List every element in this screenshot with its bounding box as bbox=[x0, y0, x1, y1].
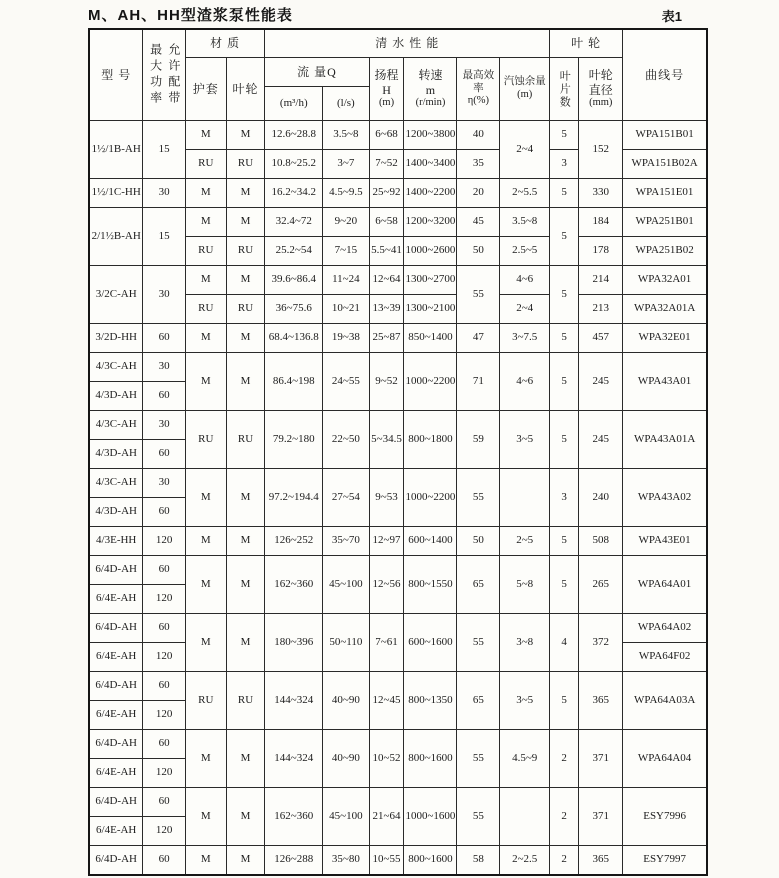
table-cell: 60 bbox=[143, 730, 186, 759]
title-bar bbox=[88, 4, 708, 25]
table-cell: RU bbox=[226, 150, 265, 179]
header-line: η(%) bbox=[467, 95, 489, 107]
table-cell: 55 bbox=[457, 469, 500, 527]
table-number-label: 表1 bbox=[661, 9, 682, 24]
table-cell: 27~54 bbox=[323, 469, 369, 527]
table-cell: 265 bbox=[579, 556, 623, 614]
table-cell: 371 bbox=[579, 730, 623, 788]
table-cell: 4/3D-AH bbox=[89, 440, 143, 469]
table-cell: RU bbox=[226, 237, 265, 266]
table-row bbox=[89, 208, 707, 237]
table-cell: 162~360 bbox=[265, 556, 323, 614]
table-cell: 330 bbox=[579, 179, 623, 208]
table-row bbox=[89, 614, 707, 643]
table-cell: 6/4E-AH bbox=[89, 817, 143, 846]
table-cell: M bbox=[185, 179, 226, 208]
table-cell: 5 bbox=[550, 411, 579, 469]
table-cell: M bbox=[226, 324, 265, 353]
col-header-npsh bbox=[500, 58, 550, 121]
table-cell: 3/2D-HH bbox=[89, 324, 143, 353]
table-cell: 4 bbox=[550, 614, 579, 672]
table-cell: 365 bbox=[579, 846, 623, 875]
table-row bbox=[89, 469, 707, 498]
table-cell: WPA43E01 bbox=[623, 527, 707, 556]
table-cell: 25~87 bbox=[369, 324, 404, 353]
table-cell: 30 bbox=[143, 353, 186, 382]
table-cell: 800~1550 bbox=[404, 556, 457, 614]
header-line: 直径 bbox=[588, 82, 613, 97]
table-cell: 3.5~8 bbox=[500, 208, 550, 237]
table-row bbox=[89, 411, 707, 440]
table-cell: 4.5~9.5 bbox=[323, 179, 369, 208]
table-cell: 5 bbox=[550, 556, 579, 614]
table-cell: 35 bbox=[457, 150, 500, 179]
table-cell: 6/4D-AH bbox=[89, 730, 143, 759]
table-cell: RU bbox=[185, 237, 226, 266]
table-cell: 60 bbox=[143, 788, 186, 817]
table-cell: 1400~3400 bbox=[404, 150, 457, 179]
table-cell: 850~1400 bbox=[404, 324, 457, 353]
table-cell: 1300~2700 bbox=[404, 266, 457, 295]
col-header-sleeve: 护套 bbox=[185, 58, 226, 121]
page-title: M、AH、HH型渣浆泵性能表 bbox=[88, 7, 293, 24]
table-cell: 60 bbox=[143, 382, 186, 411]
header-line: 汽蚀余量 bbox=[503, 76, 546, 88]
table-cell: 50~110 bbox=[323, 614, 369, 672]
table-cell: 2~5.5 bbox=[500, 179, 550, 208]
table-cell: 4/3C-AH bbox=[89, 353, 143, 382]
col-header-flow-m3h: (m³/h) bbox=[265, 87, 323, 121]
table-cell: WPA64A04 bbox=[623, 730, 707, 788]
table-cell: 4~6 bbox=[500, 353, 550, 411]
col-header-head bbox=[369, 58, 404, 121]
table-cell: 65 bbox=[457, 672, 500, 730]
table-cell: M bbox=[185, 556, 226, 614]
table-header bbox=[89, 29, 707, 121]
table-cell: 35~80 bbox=[323, 846, 369, 875]
table-cell: 55 bbox=[457, 788, 500, 846]
table-cell: 55 bbox=[457, 730, 500, 788]
table-cell: 2~5 bbox=[500, 527, 550, 556]
table-cell: 600~1600 bbox=[404, 614, 457, 672]
table-cell: 40 bbox=[457, 121, 500, 150]
table-cell: 60 bbox=[143, 556, 186, 585]
table-cell: 45~100 bbox=[323, 556, 369, 614]
table-cell: 60 bbox=[143, 440, 186, 469]
table-cell: 371 bbox=[579, 788, 623, 846]
table-cell: 6/4E-AH bbox=[89, 585, 143, 614]
blade-count-text: 叶片数 bbox=[558, 69, 571, 109]
table-cell: 4~6 bbox=[500, 266, 550, 295]
max-power-vertical-text bbox=[144, 43, 184, 107]
table-cell: WPA64F02 bbox=[623, 643, 707, 672]
table-cell: M bbox=[185, 324, 226, 353]
table-cell bbox=[500, 469, 550, 527]
table-cell: 5 bbox=[550, 527, 579, 556]
table-cell: 2 bbox=[550, 846, 579, 875]
table-cell: WPA251B02 bbox=[623, 237, 707, 266]
table-cell: 21~64 bbox=[369, 788, 404, 846]
table-cell: WPA32E01 bbox=[623, 324, 707, 353]
table-cell: 180~396 bbox=[265, 614, 323, 672]
table-cell: 12~56 bbox=[369, 556, 404, 614]
table-cell: M bbox=[226, 614, 265, 672]
table-body bbox=[89, 121, 707, 875]
table-cell: WPA251B01 bbox=[623, 208, 707, 237]
table-cell: 12~97 bbox=[369, 527, 404, 556]
max-power-line-right: 允许配带 bbox=[166, 43, 181, 107]
table-cell: 65 bbox=[457, 556, 500, 614]
table-cell: 10~52 bbox=[369, 730, 404, 788]
table-cell: 120 bbox=[143, 643, 186, 672]
table-cell: 10~21 bbox=[323, 295, 369, 324]
table-cell: 13~39 bbox=[369, 295, 404, 324]
blade-count-vertical-text bbox=[551, 70, 577, 109]
table-cell: 97.2~194.4 bbox=[265, 469, 323, 527]
header-row-groups bbox=[89, 29, 707, 58]
table-cell: WPA64A01 bbox=[623, 556, 707, 614]
table-cell: 508 bbox=[579, 527, 623, 556]
table-cell: 60 bbox=[143, 614, 186, 643]
table-cell: 1½/1C-HH bbox=[89, 179, 143, 208]
table-cell: WPA43A01A bbox=[623, 411, 707, 469]
table-cell: 2~2.5 bbox=[500, 846, 550, 875]
table-cell: 60 bbox=[143, 498, 186, 527]
table-cell: 800~1800 bbox=[404, 411, 457, 469]
table-cell: 55 bbox=[457, 614, 500, 672]
table-cell: M bbox=[226, 121, 265, 150]
table-cell: RU bbox=[185, 672, 226, 730]
table-cell bbox=[500, 788, 550, 846]
table-cell: ESY7997 bbox=[623, 846, 707, 875]
table-cell: 6/4D-AH bbox=[89, 614, 143, 643]
header-line: 扬程 bbox=[374, 68, 399, 83]
col-header-max-power bbox=[143, 29, 186, 121]
table-cell: 24~55 bbox=[323, 353, 369, 411]
table-cell: WPA151E01 bbox=[623, 179, 707, 208]
table-cell: 3~7 bbox=[323, 150, 369, 179]
table-cell: 79.2~180 bbox=[265, 411, 323, 469]
table-cell: RU bbox=[226, 411, 265, 469]
header-line: 最高效率 bbox=[462, 70, 495, 94]
table-cell: 60 bbox=[143, 672, 186, 701]
table-cell: 6~68 bbox=[369, 121, 404, 150]
table-cell: 2.5~5 bbox=[500, 237, 550, 266]
table-cell: 1300~2100 bbox=[404, 295, 457, 324]
table-cell: 60 bbox=[143, 846, 186, 875]
table-cell: 4/3E-HH bbox=[89, 527, 143, 556]
table-row bbox=[89, 556, 707, 585]
table-cell: 126~288 bbox=[265, 846, 323, 875]
table-cell: 35~70 bbox=[323, 527, 369, 556]
table-cell: RU bbox=[185, 411, 226, 469]
table-cell: M bbox=[226, 266, 265, 295]
table-cell: 86.4~198 bbox=[265, 353, 323, 411]
table-cell: 1000~2600 bbox=[404, 237, 457, 266]
table-cell: 214 bbox=[579, 266, 623, 295]
header-line: (r/min) bbox=[415, 97, 446, 109]
table-cell: 162~360 bbox=[265, 788, 323, 846]
table-cell: 19~38 bbox=[323, 324, 369, 353]
table-cell: 22~50 bbox=[323, 411, 369, 469]
table-cell: 68.4~136.8 bbox=[265, 324, 323, 353]
table-cell: 47 bbox=[457, 324, 500, 353]
table-cell: M bbox=[185, 730, 226, 788]
header-line: 转速 bbox=[418, 68, 443, 83]
header-line: 叶轮 bbox=[588, 68, 613, 83]
table-cell: 4.5~9 bbox=[500, 730, 550, 788]
table-cell: 4/3D-AH bbox=[89, 382, 143, 411]
col-header-speed bbox=[404, 58, 457, 121]
col-header-model: 型 号 bbox=[89, 29, 143, 121]
table-cell: 5 bbox=[550, 324, 579, 353]
table-row bbox=[89, 846, 707, 875]
table-cell: 5 bbox=[550, 353, 579, 411]
table-cell: 120 bbox=[143, 585, 186, 614]
col-header-flow-ls: (l/s) bbox=[323, 87, 369, 121]
header-line: (m) bbox=[517, 89, 533, 100]
table-cell: 11~24 bbox=[323, 266, 369, 295]
table-cell: 20 bbox=[457, 179, 500, 208]
table-cell: 120 bbox=[143, 527, 186, 556]
table-cell: 178 bbox=[579, 237, 623, 266]
table-cell: 71 bbox=[457, 353, 500, 411]
table-cell: 4/3C-AH bbox=[89, 469, 143, 498]
table-cell: 50 bbox=[457, 527, 500, 556]
table-cell: 3/2C-AH bbox=[89, 266, 143, 324]
header-line: (m) bbox=[378, 97, 395, 109]
table-cell: 1400~2200 bbox=[404, 179, 457, 208]
table-cell: 4/3D-AH bbox=[89, 498, 143, 527]
table-cell: 1½/1B-AH bbox=[89, 121, 143, 179]
table-cell: WPA151B02A bbox=[623, 150, 707, 179]
table-cell: 6~58 bbox=[369, 208, 404, 237]
table-cell: 9~53 bbox=[369, 469, 404, 527]
table-cell: WPA64A03A bbox=[623, 672, 707, 730]
table-cell: 240 bbox=[579, 469, 623, 527]
table-cell: 10~55 bbox=[369, 846, 404, 875]
table-cell: 3~5 bbox=[500, 672, 550, 730]
table-cell: WPA43A01 bbox=[623, 353, 707, 411]
table-cell: 6/4E-AH bbox=[89, 643, 143, 672]
table-cell: 12~45 bbox=[369, 672, 404, 730]
table-cell: M bbox=[185, 469, 226, 527]
table-cell: 25.2~54 bbox=[265, 237, 323, 266]
table-cell: WPA43A02 bbox=[623, 469, 707, 527]
table-cell: 600~1400 bbox=[404, 527, 457, 556]
table-cell: 457 bbox=[579, 324, 623, 353]
table-cell: M bbox=[185, 788, 226, 846]
table-cell: 800~1350 bbox=[404, 672, 457, 730]
table-cell: M bbox=[226, 846, 265, 875]
table-cell: 6/4D-AH bbox=[89, 846, 143, 875]
table-cell: 126~252 bbox=[265, 527, 323, 556]
table-cell: 16.2~34.2 bbox=[265, 179, 323, 208]
table-row bbox=[89, 788, 707, 817]
table-cell: 3 bbox=[550, 150, 579, 179]
table-cell: 5 bbox=[550, 208, 579, 266]
table-cell: 15 bbox=[143, 121, 186, 179]
table-cell: 2 bbox=[550, 730, 579, 788]
table-row bbox=[89, 121, 707, 150]
table-cell: 30 bbox=[143, 411, 186, 440]
table-cell: 2~4 bbox=[500, 121, 550, 179]
table-cell: 32.4~72 bbox=[265, 208, 323, 237]
table-cell: WPA64A02 bbox=[623, 614, 707, 643]
col-group-material: 材 质 bbox=[185, 29, 264, 58]
table-cell: 2/1½B-AH bbox=[89, 208, 143, 266]
table-cell: M bbox=[226, 179, 265, 208]
col-header-impeller-diameter bbox=[579, 58, 623, 121]
table-cell: 800~1600 bbox=[404, 730, 457, 788]
table-cell: 4/3C-AH bbox=[89, 411, 143, 440]
table-cell: 213 bbox=[579, 295, 623, 324]
table-cell: M bbox=[185, 614, 226, 672]
max-power-line-left: 最大功率 bbox=[148, 43, 163, 107]
table-cell: 7~52 bbox=[369, 150, 404, 179]
table-cell: 60 bbox=[143, 324, 186, 353]
table-row bbox=[89, 266, 707, 295]
table-cell: 120 bbox=[143, 759, 186, 788]
table-cell: 245 bbox=[579, 353, 623, 411]
table-cell: 5~8 bbox=[500, 556, 550, 614]
pump-performance-table bbox=[88, 28, 708, 876]
header-line: (mm) bbox=[589, 97, 613, 109]
table-cell: RU bbox=[226, 672, 265, 730]
table-cell: 5 bbox=[550, 672, 579, 730]
table-cell: 6/4D-AH bbox=[89, 556, 143, 585]
table-cell: 1000~1600 bbox=[404, 788, 457, 846]
table-row bbox=[89, 179, 707, 208]
table-row bbox=[89, 324, 707, 353]
table-cell: 1000~2200 bbox=[404, 469, 457, 527]
table-cell: 1000~2200 bbox=[404, 353, 457, 411]
table-cell: M bbox=[185, 527, 226, 556]
table-cell: ESY7996 bbox=[623, 788, 707, 846]
table-cell: 12~64 bbox=[369, 266, 404, 295]
col-header-efficiency bbox=[457, 58, 500, 121]
table-cell: 2 bbox=[550, 788, 579, 846]
table-cell: 6/4D-AH bbox=[89, 672, 143, 701]
table-cell: M bbox=[226, 788, 265, 846]
table-cell: 245 bbox=[579, 411, 623, 469]
table-cell: 120 bbox=[143, 817, 186, 846]
table-cell: 365 bbox=[579, 672, 623, 730]
table-cell: M bbox=[185, 846, 226, 875]
table-cell: 7~15 bbox=[323, 237, 369, 266]
table-cell: 1200~3200 bbox=[404, 208, 457, 237]
table-cell: 50 bbox=[457, 237, 500, 266]
table-cell: RU bbox=[226, 295, 265, 324]
table-cell: 5 bbox=[550, 121, 579, 150]
table-cell: 6/4E-AH bbox=[89, 759, 143, 788]
table-cell: 3~5 bbox=[500, 411, 550, 469]
table-cell: WPA32A01A bbox=[623, 295, 707, 324]
table-cell: 9~52 bbox=[369, 353, 404, 411]
table-cell: 30 bbox=[143, 469, 186, 498]
table-cell: M bbox=[226, 208, 265, 237]
table-cell: M bbox=[185, 266, 226, 295]
col-group-water-performance: 清 水 性 能 bbox=[265, 29, 550, 58]
table-cell: 45~100 bbox=[323, 788, 369, 846]
table-cell: 12.6~28.8 bbox=[265, 121, 323, 150]
table-row bbox=[89, 527, 707, 556]
table-cell: WPA151B01 bbox=[623, 121, 707, 150]
table-cell: 40~90 bbox=[323, 672, 369, 730]
table-cell: M bbox=[226, 469, 265, 527]
table-cell: 144~324 bbox=[265, 672, 323, 730]
table-row bbox=[89, 672, 707, 701]
header-line: H bbox=[382, 82, 391, 97]
table-cell: 15 bbox=[143, 208, 186, 266]
table-cell: M bbox=[226, 527, 265, 556]
table-cell: 36~75.6 bbox=[265, 295, 323, 324]
table-cell: 5.5~41 bbox=[369, 237, 404, 266]
table-cell: M bbox=[185, 121, 226, 150]
table-cell: 5 bbox=[550, 266, 579, 324]
table-cell: 45 bbox=[457, 208, 500, 237]
table-cell: 372 bbox=[579, 614, 623, 672]
table-cell: 7~61 bbox=[369, 614, 404, 672]
table-cell: M bbox=[226, 556, 265, 614]
table-cell: 58 bbox=[457, 846, 500, 875]
table-cell: 152 bbox=[579, 121, 623, 179]
col-header-curve-number: 曲线号 bbox=[623, 29, 707, 121]
table-cell: 3~7.5 bbox=[500, 324, 550, 353]
col-group-flow: 流 量Q bbox=[265, 58, 369, 87]
table-cell: 25~92 bbox=[369, 179, 404, 208]
table-cell: 2~4 bbox=[500, 295, 550, 324]
table-cell: 3~8 bbox=[500, 614, 550, 672]
table-cell: 5 bbox=[550, 179, 579, 208]
table-cell: 30 bbox=[143, 179, 186, 208]
table-cell: WPA32A01 bbox=[623, 266, 707, 295]
table-cell: 6/4D-AH bbox=[89, 788, 143, 817]
col-header-blade-count bbox=[550, 58, 579, 121]
table-cell: 800~1600 bbox=[404, 846, 457, 875]
table-cell: M bbox=[226, 730, 265, 788]
table-cell: 55 bbox=[457, 266, 500, 324]
table-cell: 59 bbox=[457, 411, 500, 469]
table-row bbox=[89, 353, 707, 382]
table-cell: 144~324 bbox=[265, 730, 323, 788]
table-cell: 10.8~25.2 bbox=[265, 150, 323, 179]
table-cell: 3.5~8 bbox=[323, 121, 369, 150]
table-cell: M bbox=[185, 353, 226, 411]
table-cell: 39.6~86.4 bbox=[265, 266, 323, 295]
table-cell: RU bbox=[185, 295, 226, 324]
table-cell: 40~90 bbox=[323, 730, 369, 788]
col-group-impeller: 叶 轮 bbox=[550, 29, 623, 58]
table-cell: RU bbox=[185, 150, 226, 179]
header-line: m bbox=[425, 82, 436, 97]
table-cell: 5~34.5 bbox=[369, 411, 404, 469]
table-cell: 120 bbox=[143, 701, 186, 730]
table-cell: 9~20 bbox=[323, 208, 369, 237]
table-cell: 184 bbox=[579, 208, 623, 237]
table-row bbox=[89, 730, 707, 759]
table-cell: 3 bbox=[550, 469, 579, 527]
table-cell: M bbox=[185, 208, 226, 237]
table-cell: 30 bbox=[143, 266, 186, 324]
table-cell: M bbox=[226, 353, 265, 411]
table-cell: 1200~3800 bbox=[404, 121, 457, 150]
table-cell: 6/4E-AH bbox=[89, 701, 143, 730]
col-header-impeller-material: 叶轮 bbox=[226, 58, 265, 121]
